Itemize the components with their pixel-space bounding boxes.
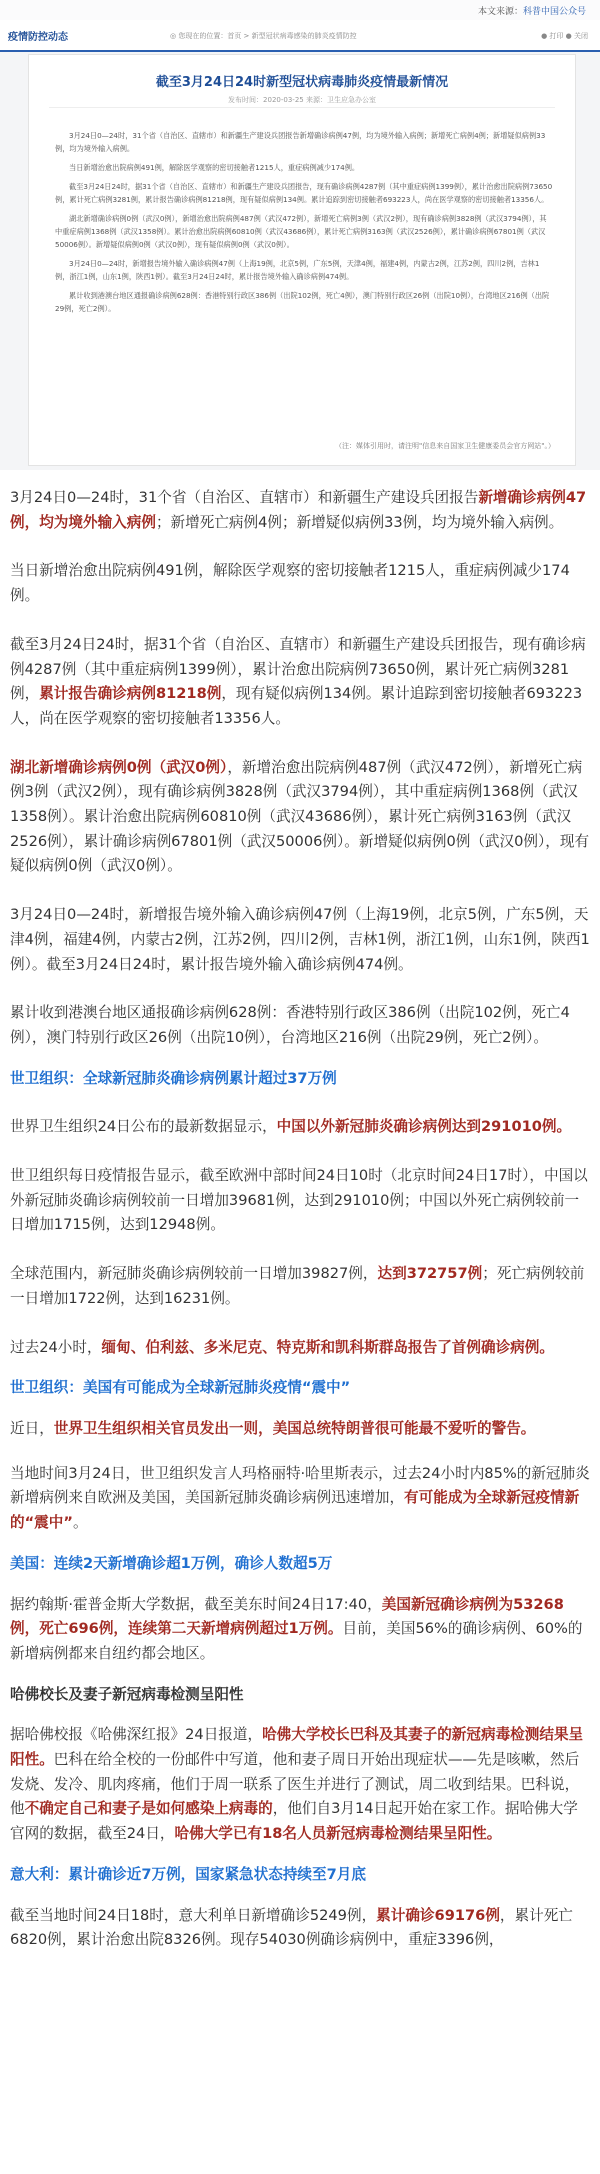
paragraph [0, 633, 600, 732]
source-line [478, 4, 586, 17]
paragraph [0, 1336, 600, 1361]
text-run: ；新增死亡病例4例；新增疑似病例33例，均为境外输入病例。 [155, 513, 564, 531]
bulletin-screenshot [0, 0, 600, 470]
paragraph [0, 1593, 600, 1667]
paragraph: 世卫组织每日疫情报告显示，截至欧洲中部时间24日10时（北京时间24日17时），中国以外新冠肺炎确诊病例较前一日增加39681例，达到291010例；中国以外死亡病例较前一日增加1715例，达到12948例。 [10, 1167, 588, 1234]
text-run: 世界卫生组织24日公布的最新数据显示， [10, 1118, 277, 1136]
bulletin-card [28, 54, 576, 466]
site-nav [0, 20, 600, 52]
text-run: 。 [72, 1514, 88, 1532]
section-heading: 意大利：累计确诊近7万例，国家紧急状态持续至7月底 [10, 1865, 366, 1883]
text-run: 当地时间3月24日，世卫组织发言人玛格丽特·哈里斯表示，过去24小时内85%的新冠肺炎新增病例来自欧洲及美国，美国新冠肺炎确诊病例迅速增加， [10, 1464, 590, 1507]
text-run: 缅甸、伯利兹、多米尼克、特克斯和凯科斯群岛报告了首例确诊病例。 [101, 1338, 554, 1356]
text-run: ，累计死亡6820例，累计治愈出院8326例。现存54030例确诊病例中，重症3396例， [10, 1906, 573, 1949]
divider [49, 107, 555, 108]
paragraph [0, 1462, 600, 1536]
citation-note: （注：媒体引用时，请注明"信息来自国家卫生健康委员会官方网站"。） [335, 442, 555, 450]
text-run: 有可能成为全球新冠疫情新的“震中” [10, 1489, 580, 1532]
paragraph [0, 1417, 600, 1442]
paragraph: 当日新增治愈出院病例491例，解除医学观察的密切接触者1215人，重症病例减少174例。 [10, 562, 570, 605]
text-run: ；死亡病例较前一日增加1722例，达到16231例。 [10, 1265, 585, 1307]
text-run: 新增确诊病例47例，均为境外输入病例 [10, 489, 587, 531]
text-run: 3月24日0—24时，31个省（自治区、直辖市）和新疆生产建设兵团报告 [10, 489, 479, 506]
text-run: ，他们自3月14日起开始在家工作。据哈佛大学官网的数据，截至24日， [10, 1800, 578, 1843]
source-label: 本文来源： [477, 7, 523, 17]
text-run: 据约翰斯·霍普金斯大学数据，截至美东时间24日17:40， [10, 1595, 382, 1613]
text-run: 湖北新增确诊病例0例（武汉0例） [10, 758, 228, 776]
paragraph [0, 1115, 600, 1140]
bulletin-meta: 发布时间：2020-03-25 来源：卫生应急办公室 [228, 96, 376, 104]
bulletin-paragraph: 3月24日0—24时，新增报告境外输入确诊病例47例（上海19例，北京5例，广东5例，天津4例，福建4例，内蒙古2例，江苏2例，四川2例，吉林1例，浙江1例，山东1例，陕西1例）。截至3月24日24时，累计报告境外输入确诊病例474例。 [55, 259, 540, 281]
bulletin-body [55, 129, 553, 321]
text-run: 巴科在给全校的一份邮件中写道，他和妻子周日开始出现症状——先是咳嗽，然后发烧、发冷、肌肉疼痛，他们于周一联系了医生并进行了测试，周二收到结果。巴科说，他 [10, 1751, 580, 1818]
bulletin-paragraph: 累计收到港澳台地区通报确诊病例628例：香港特别行政区386例（出院102例，死亡4例），澳门特别行政区26例（出院10例），台湾地区216例（出院29例，死亡2例）。 [55, 291, 550, 313]
text-run: 达到372757例 [377, 1265, 483, 1283]
section-heading: 世卫组织：全球新冠肺炎确诊病例累计超过37万例 [10, 1069, 337, 1087]
text-run: 世界卫生组织相关官员发出一则，美国总统特朗普很可能最不爱听的警告。 [53, 1419, 536, 1437]
text-run: 目前，美国56%的确诊病例、60%的新增病例都来自纽约都会地区。 [10, 1620, 583, 1662]
text-run: 截至当地时间24日18时，意大利单日新增确诊5249例， [10, 1906, 377, 1924]
channel-title[interactable]: 疫情防控动态 [8, 32, 68, 43]
paragraph [0, 1262, 600, 1311]
paragraph [0, 756, 600, 880]
text-run: ，现有疑似病例134例。累计追踪到密切接触者693223人，尚在医学观察的密切接触者13356人。 [10, 685, 583, 727]
text-run: 哈佛大学已有18名人员新冠病毒检测结果呈阳性。 [174, 1825, 502, 1843]
paragraph [0, 1904, 600, 1953]
print-close-links[interactable]: ● 打印 ● 关闭 [541, 32, 588, 40]
text-run: ，新增治愈出院病例487例（武汉472例），新增死亡病例3例（武汉2例），现有确诊病例3828例（武汉3794例），其中重症病例1368例（武汉1358例）。累计治愈出院病例60810例（武汉43686例），累计死亡病例3163例（武汉2526例），累计确诊病例67801例（武汉50006例）。新增疑似病例0例（武汉0例），现有疑似病例0例（武汉0例）。 [10, 758, 590, 875]
paragraph: 3月24日0—24时，新增报告境外输入确诊病例47例（上海19例，北京5例，广东5例，天津4例，福建4例，内蒙古2例，江苏2例，四川2例，吉林1例，浙江1例，山东1例，陕西1例）。截至3月24日24时，累计报告境外输入确诊病例474例。 [10, 906, 590, 973]
text-run: 不确定自己和妻子是如何感染上病毒的 [24, 1800, 273, 1818]
paragraph [0, 486, 600, 535]
breadcrumb[interactable]: ◎ 您现在的位置：首页 > 新型冠状病毒感染的肺炎疫情防控 [170, 32, 357, 40]
section-heading: 哈佛校长及妻子新冠病毒检测呈阳性 [10, 1685, 244, 1703]
bulletin-paragraph: 当日新增治愈出院病例491例，解除医学观察的密切接触者1215人，重症病例减少174例。 [69, 163, 360, 172]
text-run: 近日， [10, 1419, 54, 1437]
text-run: 哈佛大学校长巴科及其妻子的新冠病毒检测结果呈阳性。 [10, 1726, 584, 1769]
bulletin-title: 截至3月24日24时新型冠状病毒肺炎疫情最新情况 [155, 75, 449, 90]
text-run: 截至3月24日24时，据31个省（自治区、直辖市）和新疆生产建设兵团报告，现有确诊病例4287例（其中重症病例1399例），累计治愈出院病例73650例，累计死亡病例3281例， [10, 635, 586, 703]
section-heading: 美国：连续2天新增确诊超1万例，确诊人数超5万 [10, 1554, 333, 1572]
text-run: 美国新冠确诊病例为53268例，死亡696例，连续第二天新增病例超过1万例。 [10, 1595, 564, 1638]
text-run: 累计确诊69176例 [376, 1906, 500, 1924]
bulletin-paragraph: 湖北新增确诊病例0例（武汉0例），新增治愈出院病例487例（武汉472例），新增死亡病例3例（武汉2例），现有确诊病例3828例（武汉3794例），其中重症病例1368例（武汉1358例）。累计治愈出院病例60810例（武汉43686例），累计死亡病例3163例（武汉2526例），累计确诊病例67801例（武汉50006例）。新增疑似病例0例（武汉0例），现有疑似病例0例（武汉0例）。 [55, 214, 547, 249]
text-run: 全球范围内，新冠肺炎确诊病例较前一日增加39827例， [10, 1265, 378, 1283]
bulletin-paragraph: 截至3月24日24时，据31个省（自治区、直辖市）和新疆生产建设兵团报告，现有确诊病例4287例（其中重症病例1399例），累计治愈出院病例73650例，累计死亡病例3281例，累计报告确诊病例81218例，现有疑似病例134例。累计追踪到密切接触者693223人，尚在医学观察的密切接触者13356人。 [55, 182, 553, 204]
text-run: 累计报告确诊病例81218例 [39, 685, 222, 703]
paragraph [0, 1723, 600, 1847]
text-run: 中国以外新冠肺炎确诊病例达到291010例。 [276, 1118, 572, 1136]
paragraph: 累计收到港澳台地区通报确诊病例628例：香港特别行政区386例（出院102例，死亡4例），澳门特别行政区26例（出院10例），台湾地区216例（出院29例，死亡2例）。 [10, 1004, 570, 1046]
text-run: 据哈佛校报《哈佛深红报》24日报道， [10, 1726, 263, 1744]
source-name[interactable]: 科普中国公众号 [522, 7, 586, 17]
text-run: 过去24小时， [10, 1338, 102, 1356]
source-bar [0, 0, 600, 21]
article-body [0, 470, 600, 1953]
section-heading: 世卫组织：美国有可能成为全球新冠肺炎疫情“震中” [10, 1379, 351, 1397]
bulletin-paragraph: 3月24日0—24时，31个省（自治区、直辖市）和新疆生产建设兵团报告新增确诊病例47例，均为境外输入病例；新增死亡病例4例；新增疑似病例33例，均为境外输入病例。 [55, 131, 546, 153]
